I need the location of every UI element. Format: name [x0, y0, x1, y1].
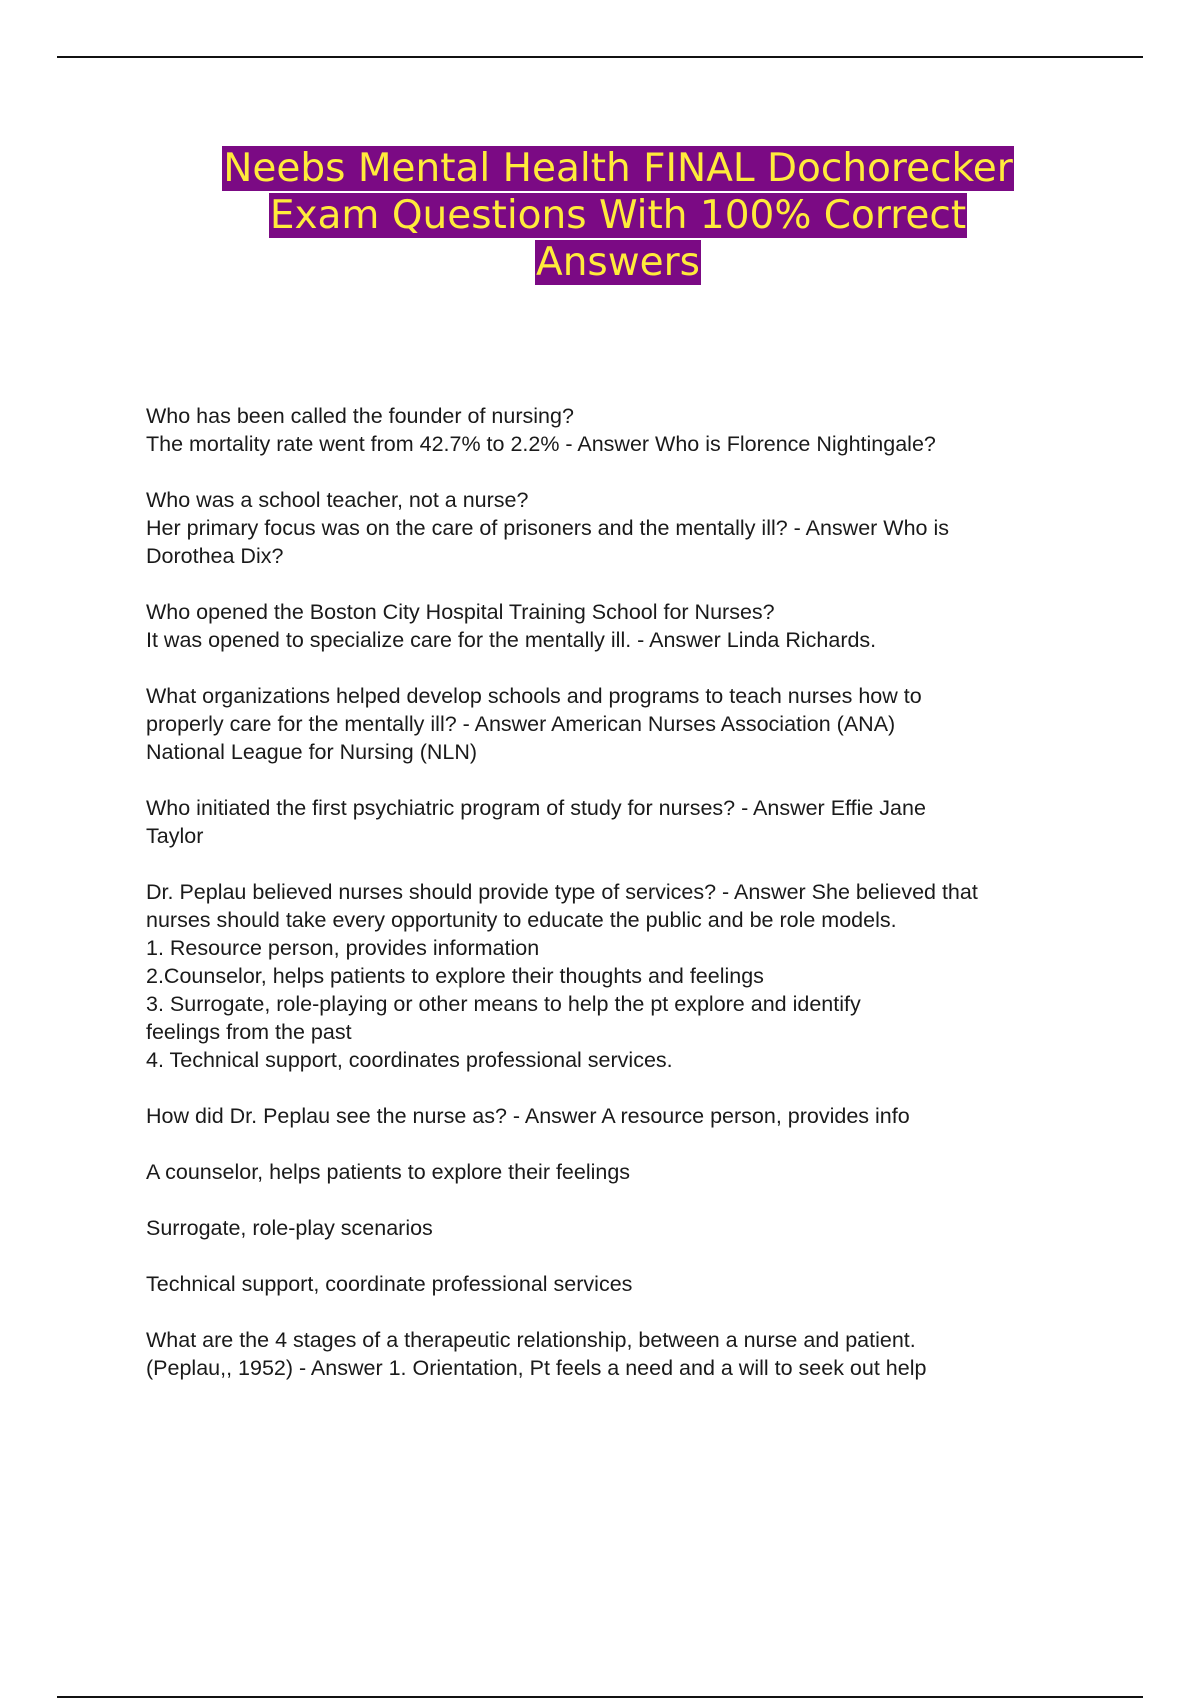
text-line: Taylor	[146, 824, 204, 848]
text-line: The mortality rate went from 42.7% to 2.2% - Answer Who is Florence Nightingale?	[146, 432, 936, 456]
qa-block-effie-jane-taylor	[146, 794, 1106, 850]
text-line: Who was a school teacher, not a nurse?	[146, 488, 529, 512]
qa-block-therapeutic-stages	[146, 1326, 1106, 1382]
text-line: 1. Resource person, provides information	[146, 936, 540, 960]
qa-block-founder-of-nursing	[146, 402, 1106, 458]
text-line: Who opened the Boston City Hospital Training School for Nurses?	[146, 600, 775, 624]
text-line: How did Dr. Peplau see the nurse as? - Answer A resource person, provides info	[146, 1104, 910, 1128]
title-line: Neebs Mental Health FINAL Dochorecker	[223, 146, 1013, 191]
text-line: What are the 4 stages of a therapeutic relationship, between a nurse and patient.	[146, 1328, 916, 1352]
text-line: What organizations helped develop schools and programs to teach nurses how to	[146, 684, 922, 708]
qa-block-organizations	[146, 682, 1106, 766]
text-line: (Peplau,, 1952) - Answer 1. Orientation, Pt feels a need and a will to seek out help	[146, 1356, 927, 1380]
text-line: Dr. Peplau believed nurses should provide type of services? - Answer She believed that	[146, 880, 978, 904]
text-line: Surrogate, role-play scenarios	[146, 1216, 433, 1240]
document-title	[150, 145, 1086, 286]
qa-block-linda-richards	[146, 598, 1106, 654]
text-line: feelings from the past	[146, 1020, 352, 1044]
text-line: 2.Counselor, helps patients to explore their thoughts and feelings	[146, 964, 764, 988]
qa-block-peplau-nurse-roles	[146, 1102, 1106, 1130]
qa-content	[146, 402, 1106, 1410]
text-line: Who initiated the first psychiatric program of study for nurses? - Answer Effie Jane	[146, 796, 926, 820]
text-line: Who has been called the founder of nursing?	[146, 404, 574, 428]
qa-block-peplau-services	[146, 878, 1106, 1074]
footer-rule	[57, 1696, 1143, 1698]
qa-block-technical-support	[146, 1270, 1106, 1298]
qa-block-surrogate	[146, 1214, 1106, 1242]
text-line: Her primary focus was on the care of prisoners and the mentally ill? - Answer Who is	[146, 516, 949, 540]
text-line: 4. Technical support, coordinates professional services.	[146, 1048, 673, 1072]
text-line: 3. Surrogate, role-playing or other means to help the pt explore and identify	[146, 992, 861, 1016]
header-rule	[57, 56, 1143, 58]
title-line: Answers	[536, 240, 700, 285]
qa-block-dorothea-dix	[146, 486, 1106, 570]
qa-block-counselor	[146, 1158, 1106, 1186]
text-line: Technical support, coordinate professional services	[146, 1272, 633, 1296]
title-line: Exam Questions With 100% Correct	[269, 193, 967, 238]
text-line: It was opened to specialize care for the mentally ill. - Answer Linda Richards.	[146, 628, 877, 652]
text-line: National League for Nursing (NLN)	[146, 740, 478, 764]
text-line: Dorothea Dix?	[146, 544, 284, 568]
text-line: nurses should take every opportunity to educate the public and be role models.	[146, 908, 897, 932]
text-line: A counselor, helps patients to explore their feelings	[146, 1160, 631, 1184]
text-line: properly care for the mentally ill? - Answer American Nurses Association (ANA)	[146, 712, 896, 736]
